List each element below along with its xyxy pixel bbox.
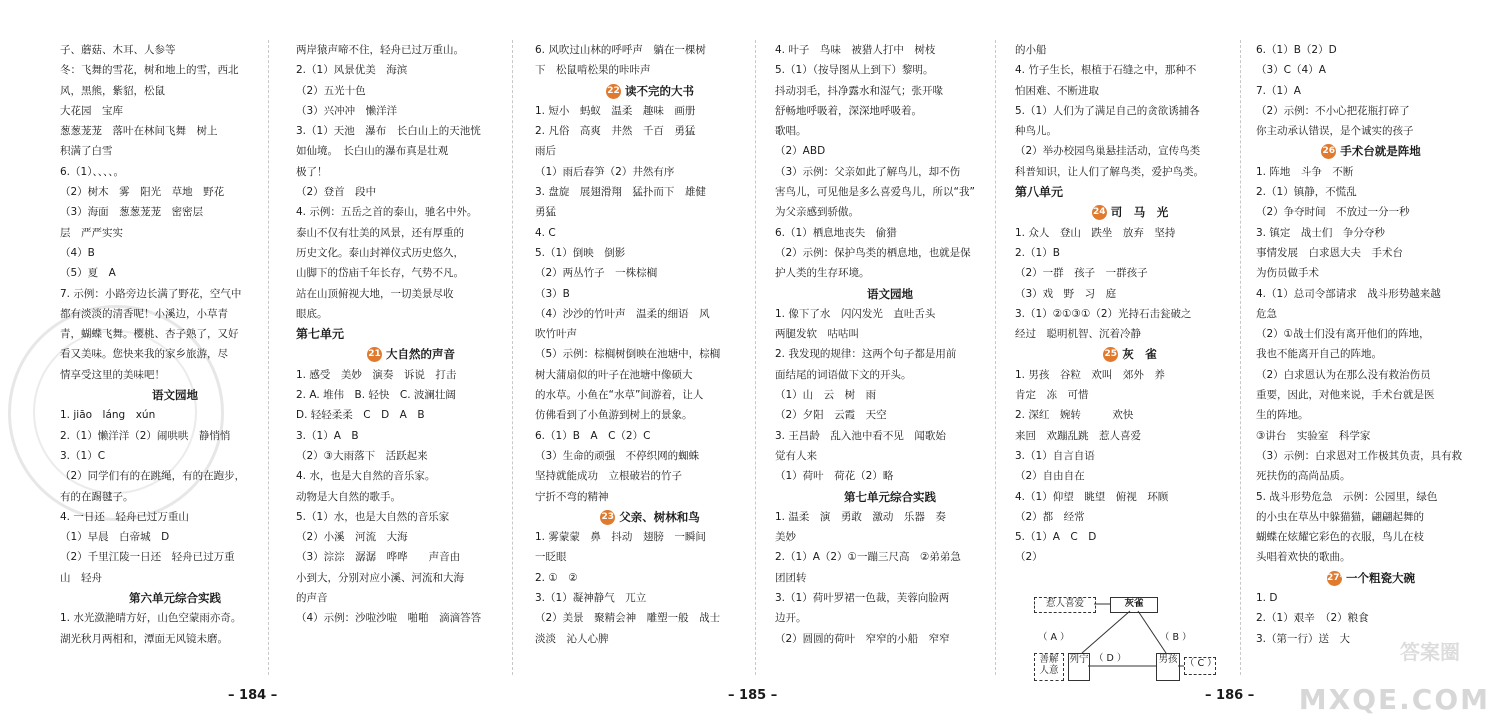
diagram-box-c: （ C ） bbox=[1184, 657, 1216, 675]
text-line: 勇猛 bbox=[535, 206, 556, 219]
text-line: （5）夏 A bbox=[60, 267, 116, 280]
text-line: （2）美景 聚精会神 雕塑一般 战士 bbox=[535, 612, 721, 625]
text-line: 1. 男孩 谷粒 欢叫 郊外 养 bbox=[1015, 368, 1165, 381]
text-line: 2.（1）镇静，不慌乱 bbox=[1256, 186, 1357, 199]
text-line: 4.（1）仰望 眺望 俯视 环顾 bbox=[1015, 490, 1169, 503]
text-line: 3.（1）荷叶罗裙一色裁，芙蓉向脸两 bbox=[775, 592, 950, 605]
column-3 bbox=[535, 40, 765, 649]
text-line: 都有淡淡的清香呢！小溪边，小草青 bbox=[60, 307, 228, 320]
text-line: 的小船 bbox=[1015, 44, 1047, 56]
lesson-number-badge: 26 bbox=[1321, 144, 1336, 159]
text-line: 1. 感受 美妙 演奏 诉说 打击 bbox=[296, 368, 457, 381]
text-line: 1. 阵地 斗争 不断 bbox=[1256, 165, 1354, 178]
text-line: 历史文化。泰山封禅仪式历史悠久， bbox=[296, 246, 464, 259]
text-line: 动物是大自然的歌手。 bbox=[296, 490, 401, 503]
text-line: 护人类的生存环境。 bbox=[775, 267, 870, 280]
text-line: 1. jiāo láng xún bbox=[60, 409, 156, 422]
text-line: 5. 战斗形势危急 示例：公园里，绿色 bbox=[1256, 490, 1438, 503]
text-line: 积满了白雪 bbox=[60, 145, 113, 158]
text-line: （3）戏 野 习 庭 bbox=[1015, 287, 1117, 300]
text-line: 第八单元 bbox=[1015, 185, 1064, 200]
text-line: 一眨眼 bbox=[535, 551, 567, 564]
text-line: 宁折不弯的精神 bbox=[535, 490, 609, 503]
text-line: （2）示例：保护鸟类的栖息地，也就是保 bbox=[775, 246, 971, 259]
text-line: 3.（第一行）送 大 bbox=[1256, 632, 1351, 645]
text-line: （2）③大雨落下 活跃起来 bbox=[296, 449, 428, 462]
diagram-box-bottom-left: 善解人意 bbox=[1034, 653, 1064, 681]
text-line: （2）自由自在 bbox=[1015, 470, 1085, 483]
watermark-logo: 答案圈 bbox=[1400, 640, 1460, 664]
text-line: （2）①战士们没有离开他们的阵地， bbox=[1256, 328, 1430, 341]
diagram-box-bottom-right: 男孩 bbox=[1156, 653, 1180, 681]
text-line: 3. 王昌龄 乱入池中看不见 闻歌始 bbox=[775, 429, 946, 442]
page-number-184: – 184 – bbox=[228, 688, 278, 703]
column-1 bbox=[60, 40, 290, 649]
text-line: 团团转 bbox=[775, 571, 807, 584]
text-line: （3）生命的顽强 不停织网的蜘蛛 bbox=[535, 449, 700, 462]
text-line: 2.（1）B bbox=[1015, 246, 1060, 259]
watermark-text: MXQE.COM bbox=[1298, 683, 1490, 716]
text-line: 6.（1）栖息地丧失 偷猎 bbox=[775, 226, 897, 239]
text-line: 我也不能离开自己的阵地。 bbox=[1256, 348, 1382, 361]
text-line: 6. 风吹过山林的呼呼声 躺在一棵树 bbox=[535, 44, 706, 56]
text-line: 来回 欢蹦乱跳 惹人喜爱 bbox=[1015, 429, 1141, 442]
column-2 bbox=[296, 40, 526, 629]
text-line: 1. 水光潋滟晴方好，山色空蒙雨亦奇。 bbox=[60, 612, 242, 625]
text-line: 边开。 bbox=[775, 612, 807, 625]
text-line: 2. 凡俗 高爽 井然 千百 勇猛 bbox=[535, 125, 696, 138]
text-line: （1）山 云 树 雨 bbox=[775, 389, 877, 402]
text-line: 你主动承认错误，是个诚实的孩子 bbox=[1256, 125, 1414, 138]
text-line: （5）示例：棕榈树倒映在池塘中，棕榈 bbox=[535, 348, 721, 361]
text-line: 3.（1）自言自语 bbox=[1015, 449, 1095, 462]
text-line: 眼底。 bbox=[296, 307, 328, 320]
text-line: 泰山不仅有壮美的风景，还有厚重的 bbox=[296, 226, 464, 239]
column-divider bbox=[995, 40, 996, 675]
text-line: 4. C bbox=[535, 226, 556, 239]
text-line: （2）白求恩认为在那么没有救治伤员 bbox=[1256, 368, 1431, 381]
page-number-185: – 185 – bbox=[728, 688, 778, 703]
text-line: 3.（1）A B bbox=[296, 429, 359, 442]
text-line: D. 轻轻柔柔 C D A B bbox=[296, 409, 425, 422]
text-line: （3）示例：父亲如此了解鸟儿，却不伤 bbox=[775, 165, 961, 178]
text-line: 5.（1）（按导图从上到下）黎明。 bbox=[775, 64, 934, 77]
lesson-number-badge: 27* bbox=[1327, 571, 1342, 586]
text-line: 仿佛看到了小鱼游到树上的景象。 bbox=[535, 409, 693, 422]
text-line: 看又美味。您快来我的家乡旅游，尽 bbox=[60, 348, 228, 361]
text-line: 极了！ bbox=[296, 165, 328, 178]
text-line: 下 松鼠啃松果的咔咔声 bbox=[535, 64, 651, 77]
diagram-box-top-left: 惹人喜爱 bbox=[1034, 597, 1096, 613]
text-line: （2）千里江陵一日还 轻舟已过万重 bbox=[60, 551, 235, 564]
text-line: （2）争夺时间 不放过一分一秒 bbox=[1256, 206, 1410, 219]
text-line: 2. ① ② bbox=[535, 571, 578, 584]
text-line: 的小虫在草丛中躲猫猫，翩翩起舞的 bbox=[1256, 510, 1424, 523]
text-line: 4. 示例：五岳之首的泰山，驰名中外。 bbox=[296, 206, 478, 219]
diagram-box-bottom-mid: 列宁 bbox=[1068, 653, 1090, 681]
text-line: 歌唱。 bbox=[775, 125, 807, 138]
text-line: （2）登首 段中 bbox=[296, 186, 377, 199]
text-line: 的水草。小鱼在“水草”间游着，让人 bbox=[535, 389, 704, 402]
text-line: 2.（1）风景优美 海滨 bbox=[296, 64, 408, 77]
text-line: 4. 竹子生长，根植于石缝之中，那种不 bbox=[1015, 64, 1197, 77]
text-line: 湖光秋月两相和，潭面无风镜未磨。 bbox=[60, 632, 228, 645]
text-line: （2）五光十色 bbox=[296, 84, 366, 97]
page-number-186: – 186 – bbox=[1205, 688, 1255, 703]
diagram-label-b: （ B ） bbox=[1160, 632, 1192, 643]
column-divider bbox=[755, 40, 756, 675]
text-line: 1. D bbox=[1256, 592, 1278, 605]
text-line: 第七单元综合实践 bbox=[844, 489, 936, 504]
text-line: 4. 水，也是大自然的音乐家。 bbox=[296, 470, 436, 483]
text-line: ③讲台 实验室 科学家 bbox=[1256, 429, 1371, 442]
text-line bbox=[1015, 202, 1245, 222]
text-line: 3. 镇定 战士们 争分夺秒 bbox=[1256, 226, 1385, 239]
lesson-title: 灰 雀 bbox=[1122, 347, 1157, 362]
text-line: 害鸟儿，可见他是多么喜爱鸟儿，所以“我” bbox=[775, 186, 975, 199]
text-line: 危急 bbox=[1256, 307, 1277, 320]
text-line: （2）ABD bbox=[775, 145, 826, 158]
text-line: （3）示例：白求恩对工作极其负责，具有救 bbox=[1256, 449, 1463, 462]
lesson-title: 司 马 光 bbox=[1110, 205, 1169, 220]
text-line: （4）沙沙的竹叶声 温柔的细语 风 bbox=[535, 307, 710, 320]
text-line: 2.（1）A（2）①一蹦三尺高 ②弟弟急 bbox=[775, 551, 961, 564]
text-line: 觉有人来 bbox=[775, 449, 817, 462]
text-line: （2）夕阳 云霞 天空 bbox=[775, 409, 887, 422]
text-line: 坚持就能成功 立根破岩的竹子 bbox=[535, 470, 682, 483]
text-line: 吹竹叶声 bbox=[535, 328, 577, 341]
text-line: 雨后 bbox=[535, 145, 556, 158]
text-line: 4.（1）总司令部请求 战斗形势越来越 bbox=[1256, 287, 1441, 300]
text-line: 2. 我发现的规律：这两个句子都是用前 bbox=[775, 348, 957, 361]
column-divider bbox=[1240, 40, 1241, 675]
text-line: 山脚下的岱庙千年长存，气势不凡。 bbox=[296, 267, 464, 280]
text-line: （1）早晨 白帝城 D bbox=[60, 531, 170, 544]
text-line: 小到大，分别对应小溪、河流和大海 bbox=[296, 571, 464, 584]
text-line: 头唱着欢快的歌曲。 bbox=[1256, 551, 1351, 564]
text-line bbox=[1015, 344, 1245, 364]
text-line: 7.（1）A bbox=[1256, 84, 1301, 97]
diagram-label-a: （ A ） bbox=[1038, 632, 1070, 643]
lesson-title: 大自然的声音 bbox=[386, 347, 455, 362]
lesson-title: 父亲、树林和鸟 bbox=[619, 509, 700, 524]
text-line: 重要，因此，对他来说，手术台就是医 bbox=[1256, 389, 1435, 402]
text-line: 1. 像下了水 闪闪发光 直吐舌头 bbox=[775, 307, 936, 320]
text-line: 两腿发软 咕咕叫 bbox=[775, 328, 859, 341]
text-line: （4）示例：沙啦沙啦 啪啪 滴滴答答 bbox=[296, 612, 482, 625]
lesson-number-badge: 22 bbox=[606, 84, 621, 99]
text-line: 为父亲感到骄傲。 bbox=[775, 206, 859, 219]
text-line: 的声音 bbox=[296, 592, 328, 605]
text-line: 3.（1）②①③①（2）光持石击瓮破之 bbox=[1015, 307, 1192, 320]
text-line: 站在山顶俯视大地，一切美景尽收 bbox=[296, 287, 454, 300]
text-line: 5.（1）倒映 倒影 bbox=[535, 246, 626, 259]
text-line: （2）都 经常 bbox=[1015, 510, 1085, 523]
text-line bbox=[1256, 141, 1486, 161]
lesson-title: 读不完的大书 bbox=[625, 83, 694, 98]
text-line: 蝴蝶在炫耀它彩色的衣服，鸟儿在枝 bbox=[1256, 531, 1424, 544]
lesson-title: 一个粗瓷大碗 bbox=[1346, 570, 1415, 585]
diagram-arrows bbox=[1030, 595, 1220, 685]
text-line: 2.（1）艰辛 （2）粮食 bbox=[1256, 612, 1369, 625]
diagram-label-d: （ D ） bbox=[1094, 653, 1127, 664]
text-line: 层 严严实实 bbox=[60, 226, 123, 239]
text-line: 5.（1）人们为了满足自己的贪欲诱捕各 bbox=[1015, 104, 1200, 117]
text-line: （2）小溪 河流 大海 bbox=[296, 531, 408, 544]
text-line: 5.（1）水，也是大自然的音乐家 bbox=[296, 510, 450, 523]
text-line: 子、蘑菇、木耳、人参等 bbox=[60, 44, 176, 56]
text-line: 事情发展 白求恩大夫 手术台 bbox=[1256, 246, 1403, 259]
text-line bbox=[1256, 568, 1486, 588]
text-line bbox=[535, 81, 765, 101]
text-line: （2）树木 雾 阳光 草地 野花 bbox=[60, 186, 225, 199]
text-line: 面结尾的词语做下文的开头。 bbox=[775, 368, 912, 381]
lesson-number-badge: 23 bbox=[600, 510, 615, 525]
text-line: 第七单元 bbox=[296, 327, 345, 342]
text-line: 4. 叶子 鸟味 被猎人打中 树枝 bbox=[775, 44, 936, 56]
text-line: 第六单元综合实践 bbox=[129, 591, 221, 606]
text-line: 怕困难、不断进取 bbox=[1015, 84, 1099, 97]
lesson-number-badge: 25 bbox=[1103, 347, 1118, 362]
text-line: 1. 温柔 演 勇敢 激动 乐器 奏 bbox=[775, 510, 946, 523]
column-divider bbox=[512, 40, 513, 675]
column-6 bbox=[1256, 40, 1486, 649]
text-line: 3.（1）天池 瀑布 长白山上的天池恍 bbox=[296, 125, 481, 138]
text-line: 3. 盘旋 展翅滑翔 猛扑而下 雄健 bbox=[535, 186, 706, 199]
text-line: 1. 众人 登山 跌坐 放弃 坚持 bbox=[1015, 226, 1176, 239]
text-line: 6.（1）B A C（2）C bbox=[535, 429, 651, 442]
text-line: （2） bbox=[1015, 551, 1043, 564]
text-line: 4. 一日还 轻舟已过万重山 bbox=[60, 510, 189, 523]
text-line: 6.（1）B（2）D bbox=[1256, 44, 1337, 56]
text-line: 死扶伤的高尚品质。 bbox=[1256, 470, 1351, 483]
lesson-title: 手术台就是阵地 bbox=[1340, 144, 1421, 159]
column-4 bbox=[775, 40, 1005, 649]
text-line: 语文园地 bbox=[867, 286, 913, 301]
column-divider bbox=[268, 40, 269, 675]
text-line: （3）海面 葱葱茏茏 密密层 bbox=[60, 206, 204, 219]
relationship-diagram bbox=[1030, 595, 1220, 685]
text-line: 葱葱茏茏 落叶在林间飞舞 树上 bbox=[60, 125, 218, 138]
text-line: （3）B bbox=[535, 287, 570, 300]
text-line: （2）圆圆的荷叶 窄窄的小船 窄窄 bbox=[775, 632, 950, 645]
text-line: （2）举办校园鸟巢悬挂活动，宣传鸟类 bbox=[1015, 145, 1201, 158]
text-line: （2）两丛竹子 一株棕榈 bbox=[535, 267, 658, 280]
text-line: （1）荷叶 荷花（2）略 bbox=[775, 470, 894, 483]
text-line: 3.（1）凝神静气 兀立 bbox=[535, 592, 647, 605]
text-line: 1. 短小 蚂蚁 温柔 趣味 画册 bbox=[535, 104, 696, 117]
text-line: （2）一群 孩子 一群孩子 bbox=[1015, 267, 1148, 280]
text-line: （4）B bbox=[60, 246, 95, 259]
text-line: 有的在踢毽子。 bbox=[60, 490, 134, 503]
lesson-number-badge: 21 bbox=[367, 347, 382, 362]
text-line: 7. 示例：小路旁边长满了野花，空气中 bbox=[60, 287, 242, 300]
text-line: 树大蒲扇似的叶子在池塘中像硕大 bbox=[535, 368, 693, 381]
text-line: 风，黑熊，紫貂，松鼠 bbox=[60, 84, 165, 97]
text-line: 2. 深红 婉转 欢快 bbox=[1015, 409, 1134, 422]
text-line: 科普知识，让人们了解鸟类，爱护鸟类。 bbox=[1015, 165, 1204, 178]
text-line: 青，蝴蝶飞舞。樱桃、杏子熟了，又好 bbox=[60, 328, 239, 341]
text-line: 抖动羽毛，抖净露水和湿气；张开喙 bbox=[775, 84, 943, 97]
text-line: 大花园 宝库 bbox=[60, 104, 123, 117]
text-line: 语文园地 bbox=[152, 388, 198, 403]
text-line: 生的阵地。 bbox=[1256, 409, 1309, 422]
text-line bbox=[296, 344, 526, 364]
text-line: 两岸猿声啼不住，轻舟已过万重山。 bbox=[296, 44, 464, 56]
text-line: 情享受这里的美味吧！ bbox=[60, 368, 165, 381]
text-line: 3.（1）C bbox=[60, 449, 106, 462]
text-line: （1）雨后春笋（2）井然有序 bbox=[535, 165, 675, 178]
text-line: （2）示例：不小心把花瓶打碎了 bbox=[1256, 104, 1410, 117]
lesson-number-badge: 24 bbox=[1092, 205, 1107, 220]
text-line bbox=[535, 507, 765, 527]
text-line: 山 轻舟 bbox=[60, 571, 102, 584]
text-line: （3）C（4）A bbox=[1256, 64, 1326, 77]
text-line: 淡淡 沁人心脾 bbox=[535, 632, 609, 645]
text-line: 舒畅地呼吸着，深深地呼吸着。 bbox=[775, 104, 922, 117]
text-line: 经过 聪明机智、沉着冷静 bbox=[1015, 328, 1141, 341]
text-line: 1. 雾蒙蒙 鼻 抖动 翅膀 一瞬间 bbox=[535, 531, 706, 544]
text-line: 2. A. 堆伟 B. 轻快 C. 波澜壮阔 bbox=[296, 389, 456, 402]
text-line: 2.（1）懒洋洋（2）闹哄哄 静悄悄 bbox=[60, 429, 231, 442]
text-line: 冬：飞舞的雪花，树和地上的雪，西北 bbox=[60, 64, 239, 77]
text-line: 肯定 冻 可惜 bbox=[1015, 389, 1089, 402]
diagram-box-top-right: 灰雀 bbox=[1110, 597, 1158, 613]
text-line: （2）同学们有的在跳绳，有的在跑步， bbox=[60, 470, 246, 483]
text-line: （3）淙淙 潺潺 哗哗 声音由 bbox=[296, 551, 461, 564]
text-line: 如仙境。 长白山的瀑布真是壮观 bbox=[296, 145, 449, 158]
column-5 bbox=[1015, 40, 1245, 568]
text-line: 种鸟儿。 bbox=[1015, 125, 1057, 138]
text-line: 美妙 bbox=[775, 531, 796, 544]
text-line: 5.（1）A C D bbox=[1015, 531, 1097, 544]
text-line: （3）兴冲冲 懒洋洋 bbox=[296, 104, 398, 117]
text-line: 为伤员做手术 bbox=[1256, 267, 1319, 280]
text-line: 6.（1）、、、、。 bbox=[60, 165, 124, 178]
